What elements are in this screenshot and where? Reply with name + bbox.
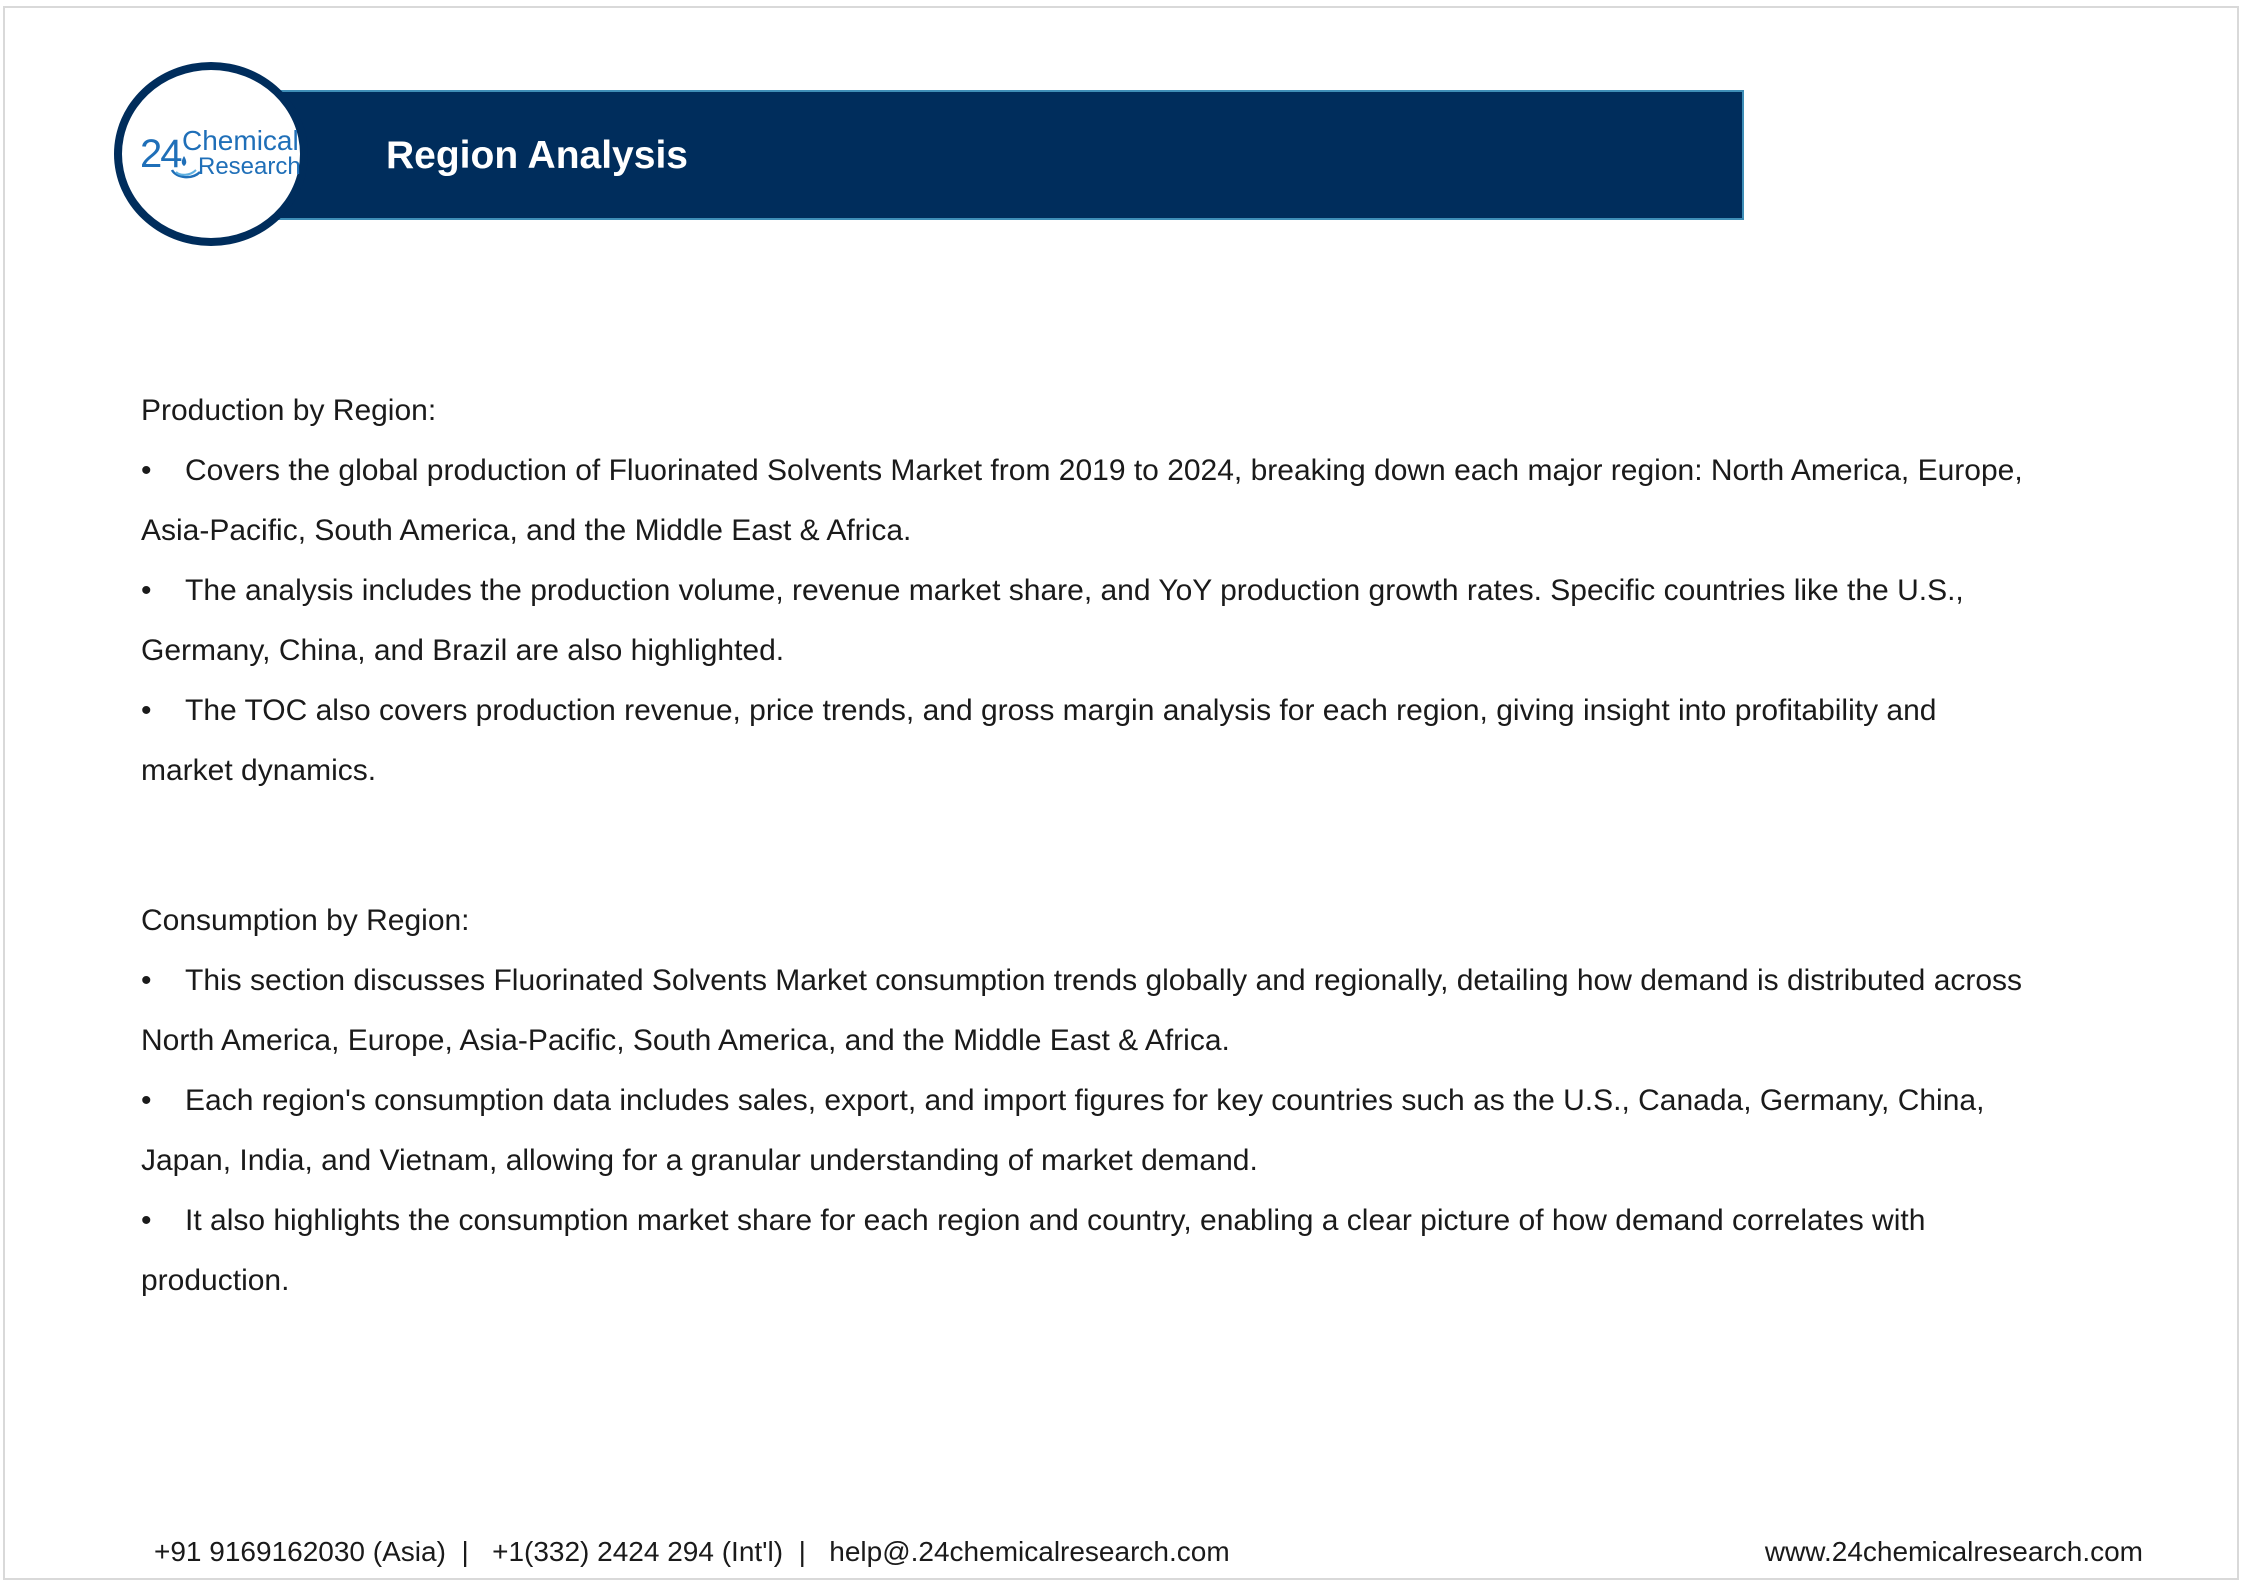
bullet-item [141,1191,2061,1251]
logo-number: 24 [140,132,181,176]
footer-phone-intl[interactable]: +1(332) 2424 294 (Int'l) [492,1536,784,1567]
bullet-text: This section discusses Fluorinated Solvents Market consumption trends globally and regionally, detailing how demand is distributed across [185,964,2023,997]
footer-phone-asia[interactable]: +91 9169162030 (Asia) [154,1536,446,1567]
bullet-item [141,951,2061,1011]
footer-separator: | [461,1536,469,1567]
bullet-symbol: • [141,454,152,487]
bullet-text: North America, Europe, Asia-Pacific, South America, and the Middle East & Africa. [141,1024,1230,1057]
bullet-symbol: • [141,964,152,997]
bullet-symbol: • [141,694,152,727]
bullet-symbol: • [141,1084,152,1117]
bullet-item [141,441,2061,501]
bullet-continuation [141,741,2061,801]
bullet-continuation [141,1251,2061,1311]
bullet-text: Each region's consumption data includes sales, export, and import figures for key countries such as the U.S., Canada, Germany, China, [185,1084,1985,1117]
footer-website-link[interactable]: www.24chemicalresearch.com [1764,1536,2143,1567]
bullet-text: Japan, India, and Vietnam, allowing for a granular understanding of market demand. [141,1144,1258,1177]
bullet-continuation [141,621,2061,681]
bullet-text: market dynamics. [141,754,377,787]
logo-word-research: Research [198,153,301,180]
bullet-text: The TOC also covers production revenue, price trends, and gross margin analysis for each region, giving insight into profitability and [185,694,1937,727]
bullet-text: Asia-Pacific, South America, and the Middle East & Africa. [141,514,912,547]
section-spacer [141,801,2061,891]
bullet-continuation [141,501,2061,561]
logo-mark [140,126,300,190]
region-analysis-content [141,381,2061,1311]
page-title: Region Analysis [386,134,688,177]
bullet-item [141,1071,2061,1131]
consumption-section [141,891,2061,1311]
footer-email-link[interactable]: help@.24chemicalresearch.com [829,1536,1230,1567]
company-logo [114,62,308,246]
bullet-continuation [141,1131,2061,1191]
logo-word-chemical: Chemical [182,125,299,156]
bullet-text: Germany, China, and Brazil are also highlighted. [141,634,785,667]
footer-contacts [154,1528,1230,1576]
footer-separator: | [798,1536,806,1567]
bullet-item [141,681,2061,741]
bullet-item [141,561,2061,621]
page-footer [0,1528,2246,1576]
section-heading-production: Production by Region: [141,394,437,427]
section-heading-consumption: Consumption by Region: [141,904,470,937]
bullet-text: The analysis includes the production volume, revenue market share, and YoY production growth rates. Specific countries like the U.S., [185,574,1964,607]
bullet-text: production. [141,1264,290,1297]
bullet-text: Covers the global production of Fluorinated Solvents Market from 2019 to 2024, breaking down each major region: North America, Europe, [185,454,2023,487]
bullet-continuation [141,1011,2061,1071]
production-section [141,381,2061,801]
bullet-symbol: • [141,574,152,607]
bullet-symbol: • [141,1204,152,1237]
bullet-text: It also highlights the consumption market share for each region and country, enabling a clear picture of how demand correlates with [185,1204,1926,1237]
